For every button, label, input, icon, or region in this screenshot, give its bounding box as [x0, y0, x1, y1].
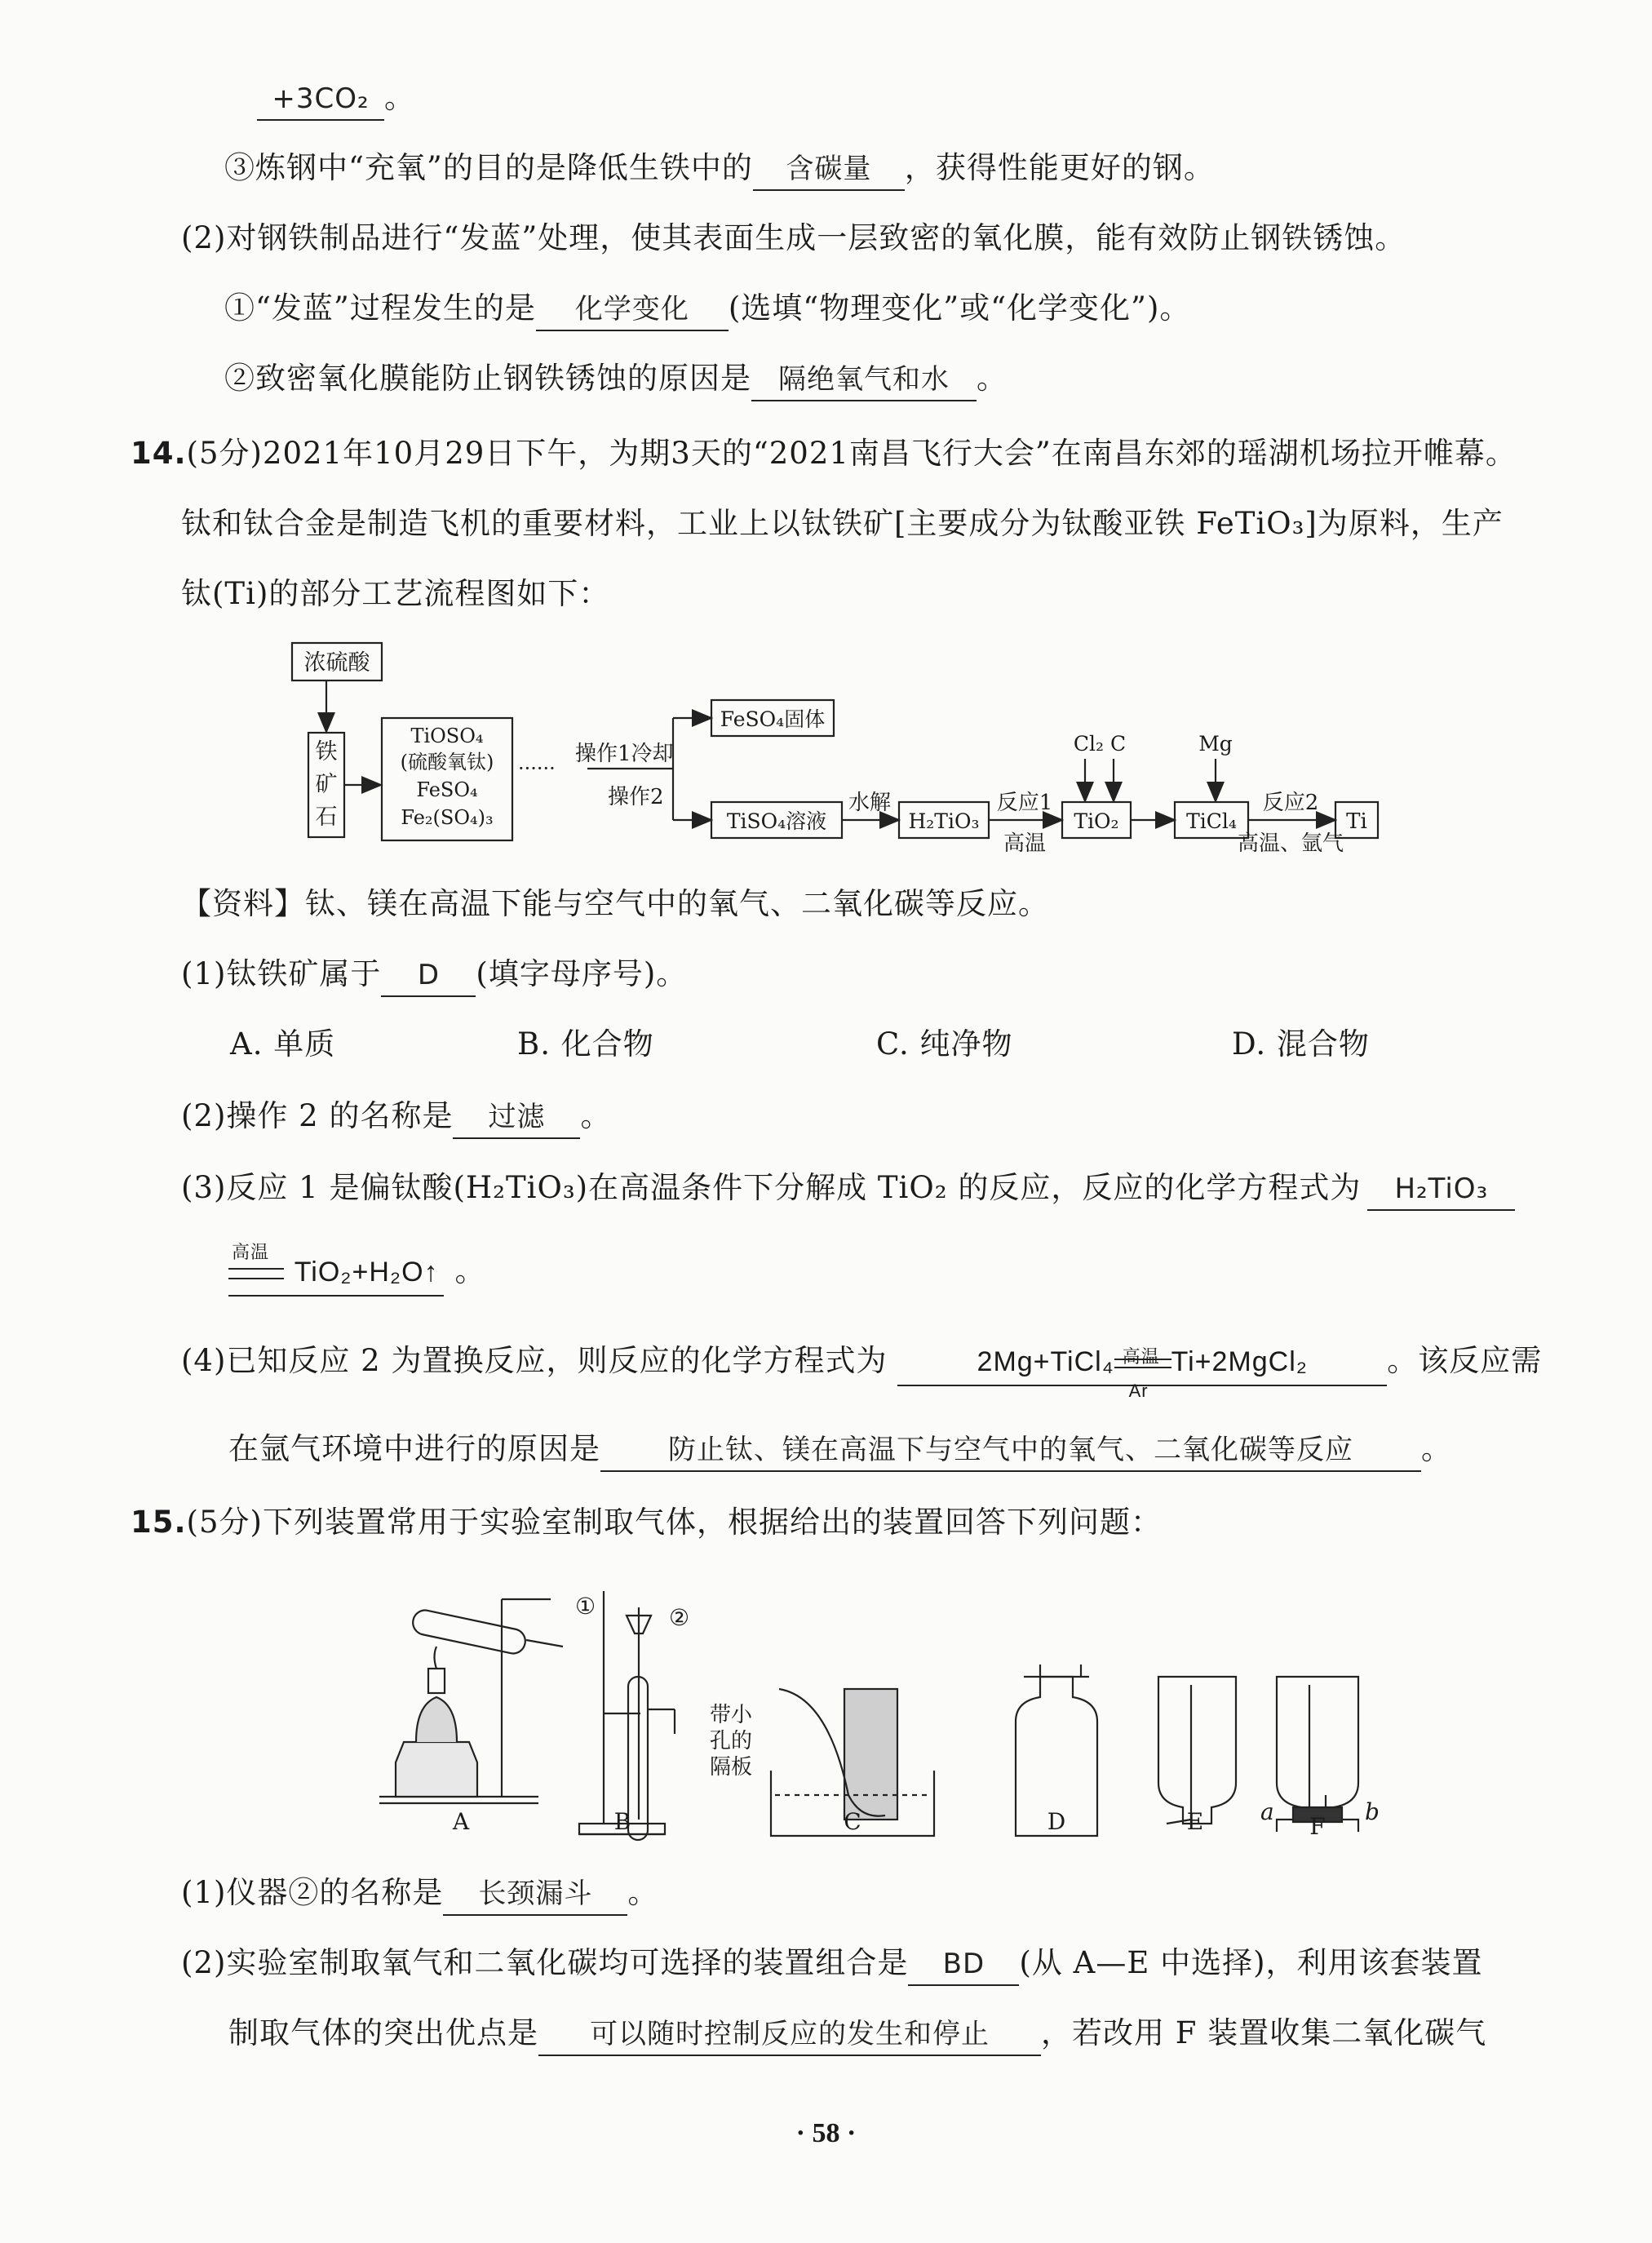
question-15-line-1: 15.(5分)下列装置常用于实验室制取气体，根据给出的装置回答下列问题： — [131, 1505, 1162, 1540]
line-co2: +3CO₂ 。 — [257, 75, 415, 121]
q15-sub-2: (2)实验室制取氧气和二氧化碳均可选择的装置组合是 BD (从 A—E 中选择)，利用该套装置 — [181, 1940, 1483, 1986]
q14-sub-1: (1)钛铁矿属于 D (填字母序号)。 — [181, 951, 687, 997]
flow-tiso4: TiSO₄溶液 — [726, 809, 827, 833]
sub-question-2-2: ②致密氧化膜能防止钢铁锈蚀的原因是 隔绝氧气和水 。 — [224, 356, 1008, 401]
question-number-15: 15. — [131, 1505, 187, 1540]
answer-q14-4-equation: 2Mg+TiCl₄ 高温 Ar Ti+2MgCl₂ — [897, 1339, 1387, 1386]
answer-q15-2-advantage: 可以随时控制反应的发生和停止 — [538, 2014, 1041, 2056]
flow-reaction1-cond: 高温 — [1003, 831, 1047, 856]
titanium-process-flowchart — [277, 636, 1452, 857]
q15-sub-2-advantage: 制取气体的突出优点是 可以随时控制反应的发生和停止 ，若改用 F 装置收集二氧化碳气 — [228, 2010, 1486, 2056]
flow-ticl4: TiCl₄ — [1186, 809, 1237, 833]
flow-cl2-c: Cl₂ C — [1073, 732, 1127, 756]
answer-chemical-change: 化学变化 — [536, 289, 729, 331]
flow-ore-1: 铁 — [315, 739, 338, 765]
lab-apparatus-figure — [371, 1575, 1380, 1844]
label-e: E — [1186, 1808, 1204, 1835]
flow-reaction1: 反应1 — [996, 791, 1053, 815]
answer-q14-4-reason: 防止钛、镁在高温下与空气中的氧气、二氧化碳等反应 — [600, 1430, 1421, 1472]
answer-q14-1: D — [381, 955, 476, 997]
answer-q15-2: BD — [908, 1944, 1019, 1986]
q15-sub-1: (1)仪器②的名称是 长颈漏斗 。 — [181, 1870, 658, 1916]
flow-mix-1: TiOSO₄ — [410, 725, 484, 747]
apparatus-a — [379, 1599, 563, 1803]
answer-carbon-content: 含碳量 — [753, 148, 905, 191]
question-number-14: 14. — [131, 436, 187, 471]
flow-feso4: FeSO₄固体 — [720, 707, 826, 731]
question-13-part-2: (2)对钢铁制品进行“发蓝”处理，使其表面生成一层致密的氧化膜，能有效防止钢铁锈蚀。 — [181, 220, 1406, 255]
question-14-line-2: 钛和钛合金是制造飞机的重要材料，工业上以钛铁矿[主要成分为钛酸亚铁 FeTiO₃]为原料，生产 — [181, 506, 1504, 541]
question-14-line-1: 14.(5分)2021年10月29日下午，为期3天的“2021南昌飞行大会”在南昌东郊的瑶湖机场拉开帷幕。 — [131, 436, 1517, 471]
page-number: · 58 · — [795, 2118, 857, 2148]
flow-acid-label: 浓硫酸 — [303, 650, 370, 676]
flow-mix-4: Fe₂(SO₄)₃ — [401, 806, 494, 829]
apparatus-f — [1277, 1677, 1358, 1832]
flow-op1: 操作1冷却 — [575, 742, 674, 766]
flow-ore-2: 矿 — [315, 772, 338, 797]
answer-isolate: 隔绝氧气和水 — [751, 359, 977, 401]
mark-2: ② — [669, 1604, 690, 1631]
plate-label-3: 隔板 — [710, 1755, 753, 1780]
answer-q14-3-products: 高温 TiO₂+H₂O↑ — [228, 1248, 444, 1297]
sub-question-3: ③炼钢中“充氧”的目的是降低生铁中的 含碳量 ，获得性能更好的钢。 — [224, 145, 1215, 191]
option-b: B. 化合物 — [517, 1026, 654, 1062]
answer-q14-2: 过滤 — [453, 1097, 580, 1139]
apparatus-b — [579, 1591, 675, 1840]
answer-q14-3-reactant: H₂TiO₃ — [1367, 1168, 1515, 1211]
plate-label-1: 带小 — [710, 1703, 753, 1727]
label-b: B — [613, 1808, 631, 1835]
q14-sub-3: (3)反应 1 是偏钛酸(H₂TiO₃)在高温条件下分解成 TiO₂ 的反应，反应的化学方程式为 H₂TiO₃ — [181, 1165, 1515, 1211]
q14-sub-2: (2)操作 2 的名称是 过滤 。 — [181, 1093, 611, 1139]
option-c: C. 纯净物 — [876, 1026, 1013, 1062]
flow-op2: 操作2 — [608, 785, 664, 809]
q14-sub-4-reason: 在氩气环境中进行的原因是 防止钛、镁在高温下与空气中的氧气、二氧化碳等反应 。 — [228, 1426, 1452, 1472]
plate-label-2: 孔的 — [710, 1729, 753, 1753]
flow-mix-3: FeSO₄ — [416, 778, 478, 801]
flow-hydrolysis: 水解 — [848, 791, 892, 815]
q14-sub-3-cont: 高温 TiO₂+H₂O↑ 。 — [228, 1248, 486, 1297]
material-note: 【资料】钛、镁在高温下能与空气中的氧气、二氧化碳等反应。 — [181, 886, 1049, 921]
apparatus-e — [1158, 1677, 1236, 1824]
label-f: F — [1309, 1813, 1326, 1840]
q14-sub-4: (4)已知反应 2 为置换反应，则反应的化学方程式为 2Mg+TiCl₄ 高温 Ar Ti+2MgCl₂ 。该反应需 — [181, 1338, 1542, 1386]
flow-ore-3: 石 — [315, 805, 338, 830]
flow-h2tio3: H₂TiO₃ — [908, 809, 980, 833]
answer-co2: +3CO₂ — [257, 78, 384, 121]
label-a: A — [452, 1808, 470, 1835]
label-d: D — [1047, 1808, 1066, 1835]
answer-q15-1: 长颈漏斗 — [443, 1873, 627, 1916]
label-c: C — [844, 1808, 861, 1835]
flow-reaction2: 反应2 — [1262, 791, 1319, 815]
flow-dots: ······ — [518, 757, 556, 780]
question-14-line-3: 钛(Ti)的部分工艺流程图如下： — [181, 576, 610, 611]
mark-1: ① — [575, 1593, 596, 1620]
option-d: D. 混合物 — [1232, 1026, 1370, 1062]
flow-mix-2: (硫酸氧钛) — [400, 751, 494, 774]
flow-tio2: TiO₂ — [1074, 809, 1119, 833]
port-a: a — [1260, 1798, 1274, 1825]
port-b: b — [1365, 1798, 1380, 1825]
option-a: A. 单质 — [230, 1026, 336, 1062]
sub-question-2-1: ①“发蓝”过程发生的是 化学变化 (选填“物理变化”或“化学变化”)。 — [224, 286, 1190, 331]
flow-ti: Ti — [1346, 809, 1367, 834]
flow-mg: Mg — [1198, 732, 1233, 756]
flow-reaction2-cond: 高温、氩气 — [1237, 831, 1344, 856]
